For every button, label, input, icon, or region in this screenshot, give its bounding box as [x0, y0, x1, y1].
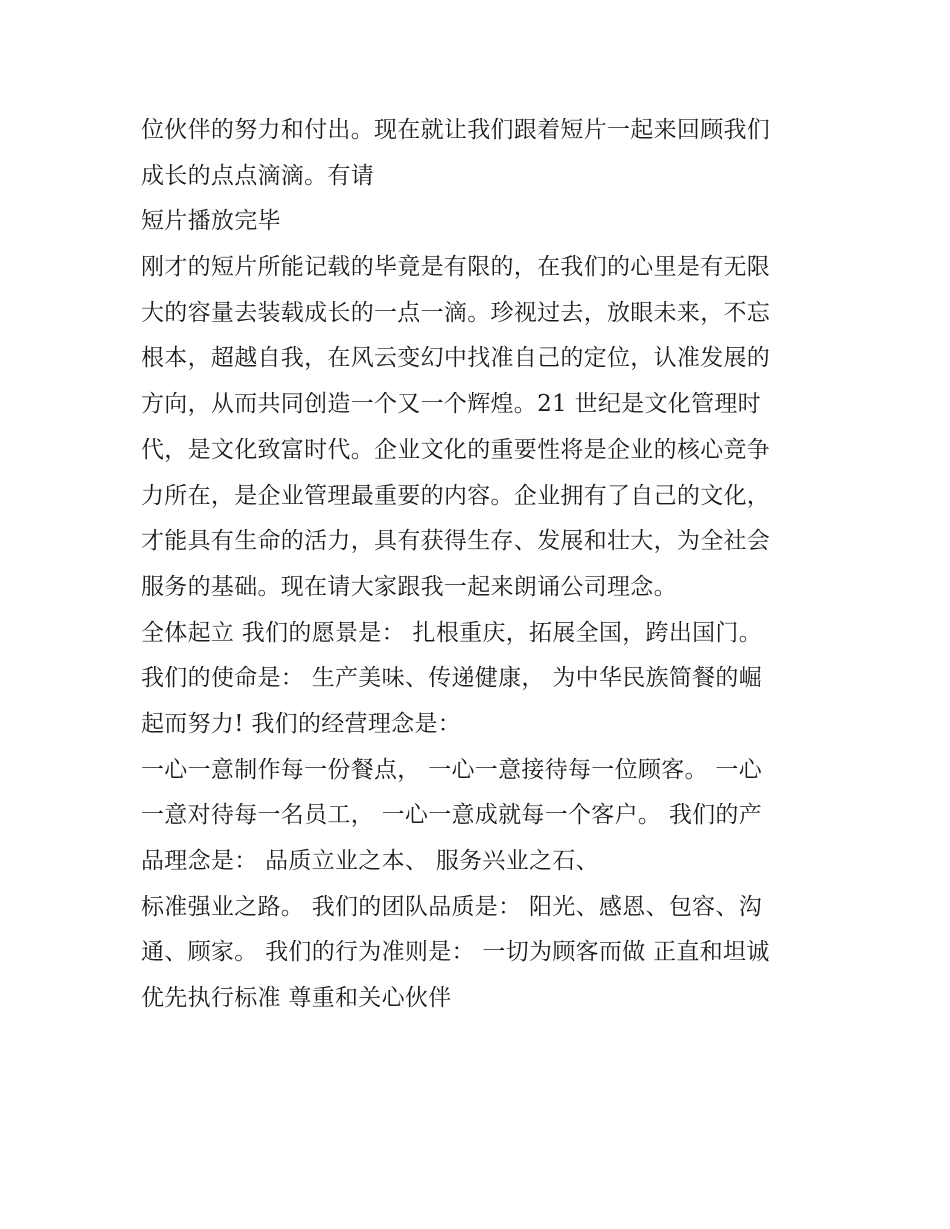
text-line: 大的容量去装载成长的一点一滴。珍视过去，放眼未来，不忘 — [141, 299, 771, 326]
text-line: 起而努力! 我们的经营理念是： — [141, 710, 462, 737]
text-line: 位伙伴的努力和付出。现在就让我们跟着短片一起来回顾我们 — [141, 117, 771, 143]
body-text — [141, 108, 821, 1022]
text-line: 我们的使命是： 生产美味、传递健康， 为中华民族简餐的崛 — [141, 665, 763, 692]
text-line: 一心一意制作每一份餐点， 一心一意接待每一位顾客。 一心 — [141, 756, 763, 783]
text-line: 根本，超越自我，在风云变幻中找准自己的定位，认准发展的 — [141, 345, 771, 372]
text-line: 服务的基础。现在请大家跟我一起来朗诵公司理念。 — [141, 573, 677, 600]
text-line: 优先执行标准 尊重和关心伙伴 — [141, 985, 452, 1012]
text-line: 品理念是： 品质立业之本、 服务兴业之石、 — [141, 848, 599, 874]
text-line: 刚才的短片所能记载的毕竟是有限的，在我们的心里是有无限 — [141, 254, 771, 281]
text-line: 方向，从而共同创造一个又一个辉煌。21 世纪是文化管理时 — [141, 391, 761, 418]
text-line: 通、顾家。 我们的行为准则是： 一切为顾客而做 正直和坦诚 — [141, 939, 770, 966]
text-line: 一意对待每一名员工， 一心一意成就每一个客户。 我们的产 — [141, 802, 763, 829]
text-line: 力所在，是企业管理最重要的内容。企业拥有了自己的文化， — [141, 482, 771, 509]
text-line: 代，是文化致富时代。企业文化的重要性将是企业的核心竞争 — [141, 436, 771, 463]
text-line: 全体起立 我们的愿景是： 扎根重庆，拓展全国，跨出国门。 — [141, 619, 763, 646]
text-line: 标准强业之路。 我们的团队品质是： 阳光、感恩、包容、沟 — [141, 893, 763, 920]
text-line: 短片播放完毕 — [141, 208, 281, 235]
text-line: 成长的点点滴滴。有请 — [141, 162, 374, 189]
text-line: 才能具有生命的活力，具有获得生存、发展和壮大，为全社会 — [141, 528, 771, 555]
